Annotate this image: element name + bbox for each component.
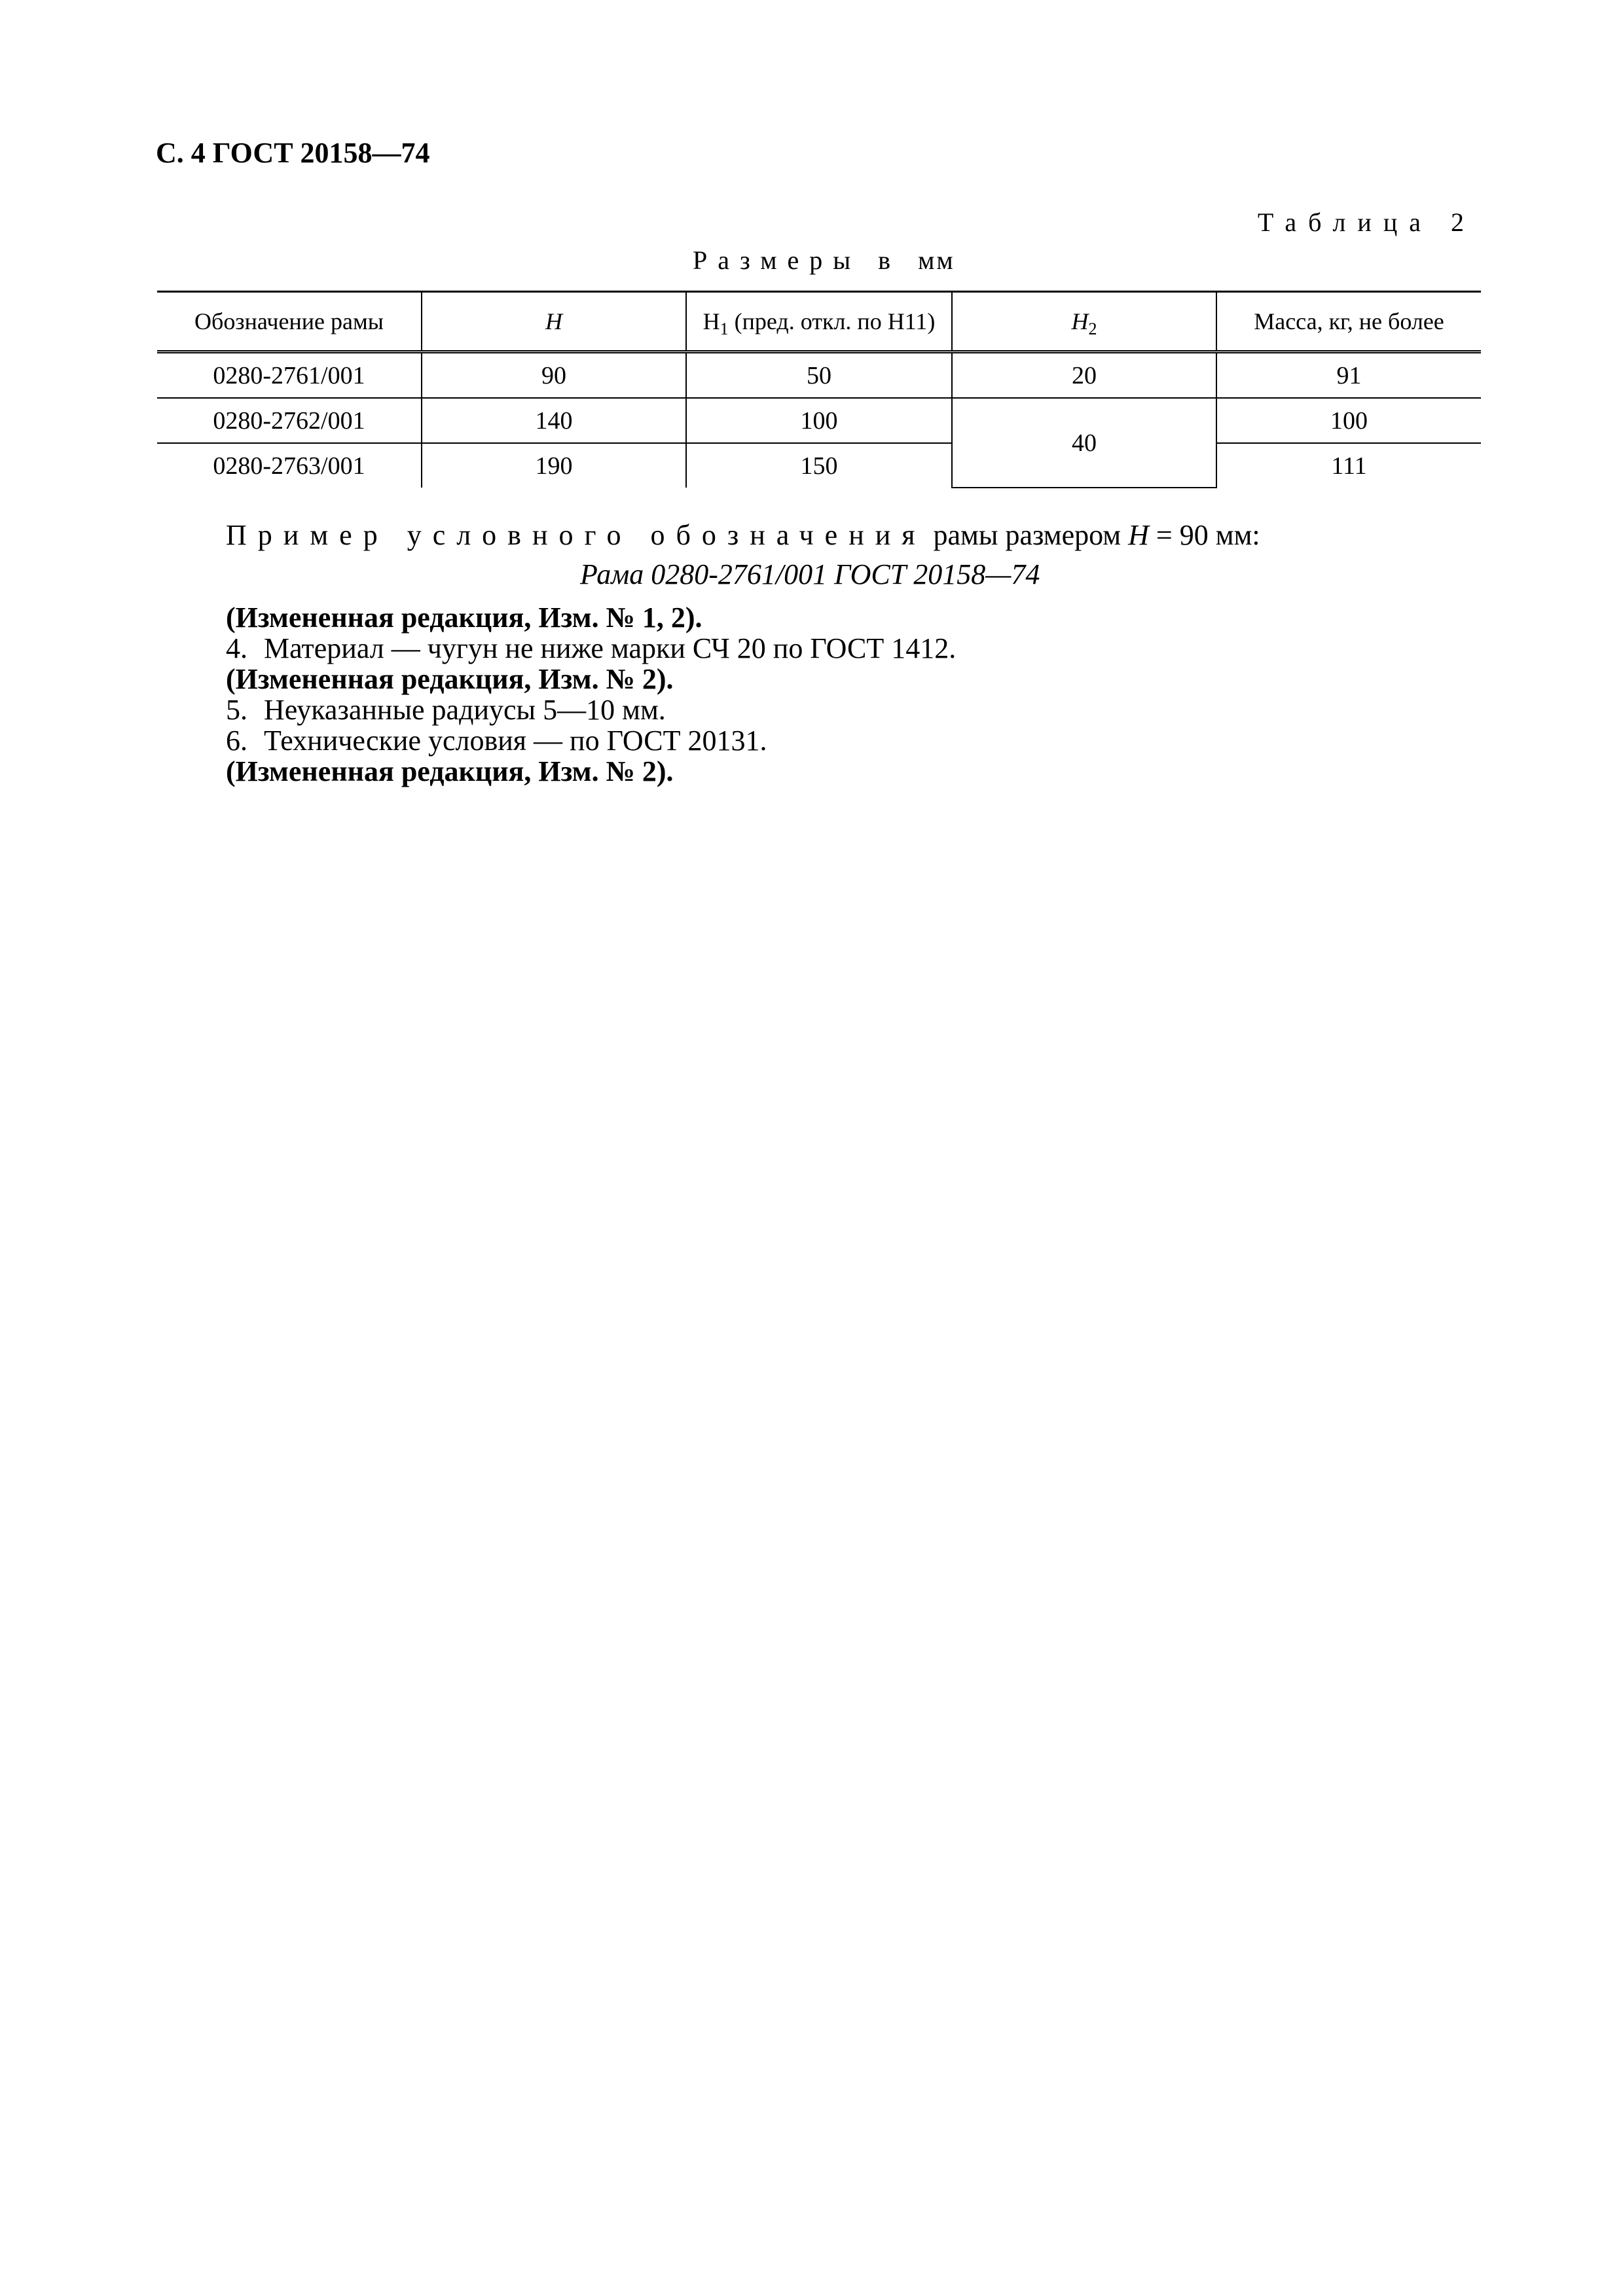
table-row xyxy=(157,443,1481,488)
clause-text: Материал — чугун не ниже марки СЧ 20 по ГОСТ 1412. xyxy=(264,632,957,664)
cell-h: 90 xyxy=(422,352,686,399)
example-lead-rest-2: = 90 мм: xyxy=(1148,519,1260,551)
col-header-h2-sub: 2 xyxy=(1088,319,1097,338)
clause-number: 6. xyxy=(226,725,247,757)
col-header-h1-sub: 1 xyxy=(720,319,729,338)
col-header-h2-var: H xyxy=(1071,308,1089,334)
cell-mass: 91 xyxy=(1216,352,1481,399)
col-header-designation xyxy=(157,292,422,352)
units-label xyxy=(693,243,955,278)
table-row xyxy=(157,352,1481,399)
cell-designation: 0280-2761/001 xyxy=(157,352,422,399)
col-header-h1 xyxy=(686,292,952,352)
table-row xyxy=(157,398,1481,443)
clause-number: 5. xyxy=(226,694,247,726)
revision-note: (Измененная редакция, Изм. № 1, 2). xyxy=(226,601,702,634)
col-header-h-text: H xyxy=(545,308,562,334)
cell-designation: 0280-2763/001 xyxy=(157,443,422,488)
col-header-mass xyxy=(1216,292,1481,352)
table-header-row xyxy=(157,292,1481,352)
col-header-h2 xyxy=(952,292,1216,352)
cell-h2-merged: 40 xyxy=(952,398,1216,488)
col-header-h xyxy=(422,292,686,352)
col-header-h1-rest: (пред. откл. по H11) xyxy=(728,308,936,334)
clause-specs xyxy=(226,725,956,756)
example-lead-var: H xyxy=(1128,519,1149,551)
clause-number: 4. xyxy=(226,632,247,664)
clause-text: Неуказанные радиусы 5—10 мм. xyxy=(264,694,666,726)
revision-note: (Измененная редакция, Изм. № 2). xyxy=(226,755,674,787)
cell-mass: 100 xyxy=(1216,398,1481,443)
cell-h1: 50 xyxy=(686,352,952,399)
clause-material xyxy=(226,633,956,664)
units-label-text: Размеры в xyxy=(693,245,902,275)
revision-note: (Измененная редакция, Изм. № 2). xyxy=(226,663,674,695)
example-lead-rest-1: рамы размером xyxy=(926,519,1129,551)
cell-h: 190 xyxy=(422,443,686,488)
dimensions-table xyxy=(157,291,1481,488)
designation-example-intro xyxy=(226,517,1260,554)
page-header: С. 4 ГОСТ 20158—74 xyxy=(156,137,430,169)
cell-h: 140 xyxy=(422,398,686,443)
col-header-mass-text: Масса, кг, не более xyxy=(1254,308,1444,334)
col-header-designation-text: Обозначение рамы xyxy=(194,308,384,334)
designation-example: Рама 0280-2761/001 ГОСТ 20158—74 xyxy=(580,558,1040,590)
cell-mass: 111 xyxy=(1216,443,1481,488)
notes-block xyxy=(226,602,956,787)
table-label: Таблица 2 xyxy=(1257,207,1476,237)
cell-h1: 100 xyxy=(686,398,952,443)
clause-radii xyxy=(226,694,956,725)
col-header-h1-var: H xyxy=(702,308,720,334)
example-lead-spaced: Пример условного обозначения xyxy=(226,519,926,551)
cell-h1: 150 xyxy=(686,443,952,488)
cell-designation: 0280-2762/001 xyxy=(157,398,422,443)
cell-h2: 20 xyxy=(952,352,1216,399)
clause-text: Технические условия — по ГОСТ 20131. xyxy=(264,725,767,757)
units-label-unit: мм xyxy=(918,245,955,275)
